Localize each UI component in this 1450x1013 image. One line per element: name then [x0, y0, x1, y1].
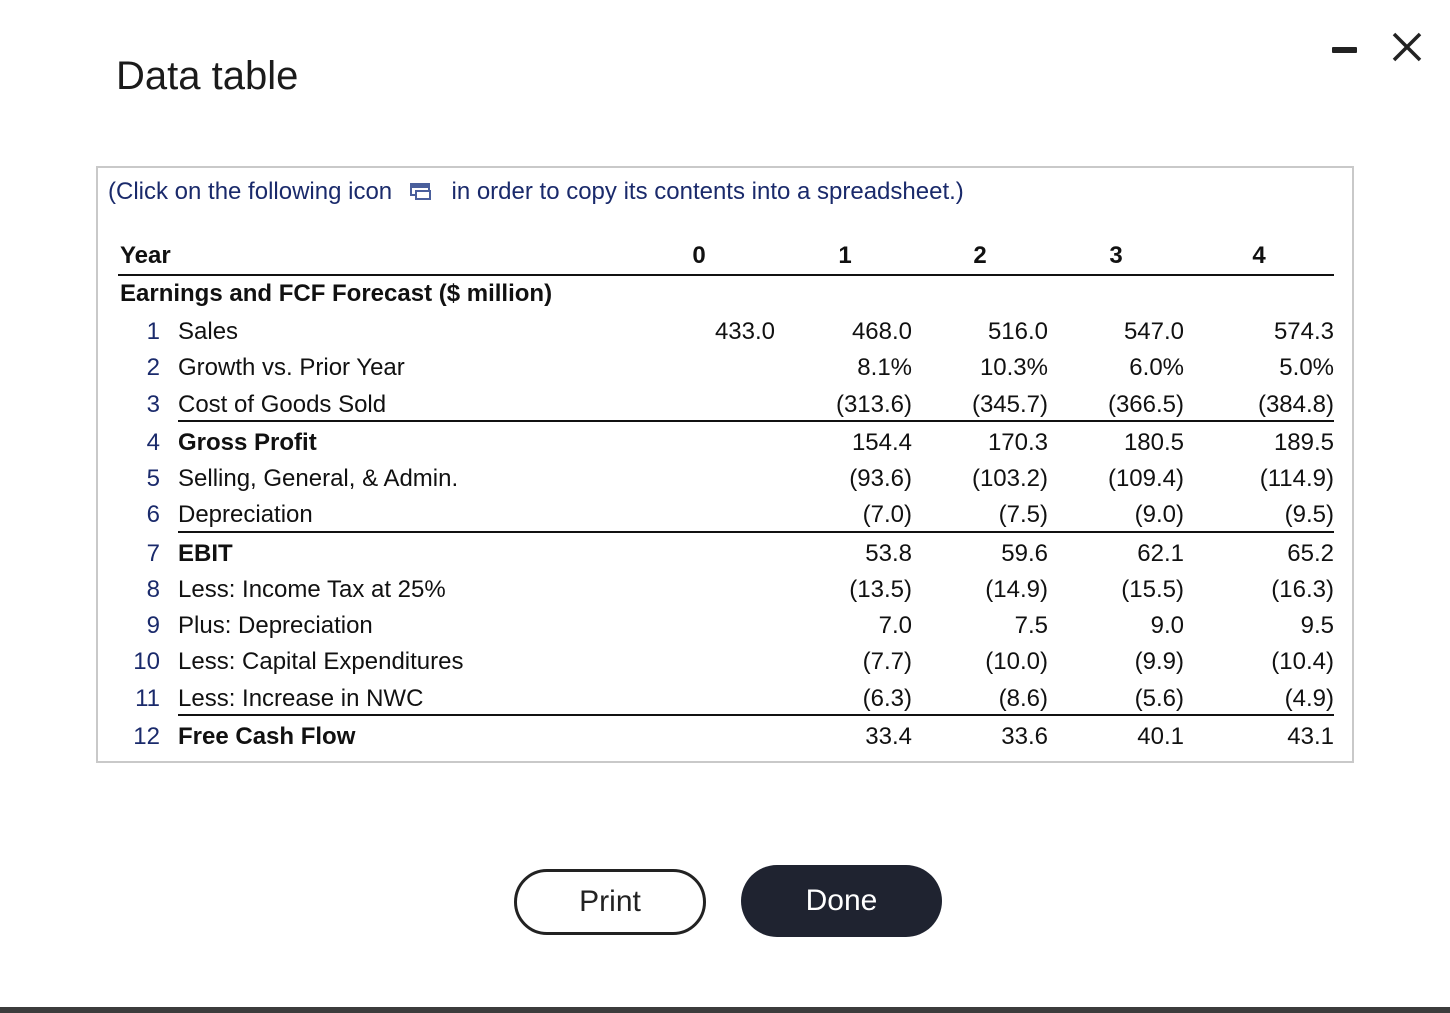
cell-year-1: (7.7)	[862, 648, 912, 675]
row-number: 12	[133, 723, 160, 750]
cell-year-4: (4.9)	[1284, 685, 1334, 712]
instruction-text-after: in order to copy its contents into a spreadsheet.)	[451, 178, 964, 205]
print-button[interactable]: Print	[514, 869, 706, 935]
close-icon	[1390, 30, 1424, 64]
cell-year-3: (109.4)	[1107, 465, 1184, 492]
subtotal-rule	[178, 531, 1334, 533]
table-row	[0, 570, 1450, 606]
table-row	[0, 348, 1450, 384]
table-row	[0, 679, 1450, 715]
row-number: 8	[146, 576, 160, 603]
cell-year-2: 33.6	[1001, 723, 1048, 750]
table-row	[0, 312, 1450, 348]
copy-instruction	[108, 178, 964, 206]
table-row	[0, 459, 1450, 495]
cell-year-4: (114.9)	[1259, 465, 1334, 492]
cell-year-4: 5.0%	[1279, 354, 1334, 381]
cell-year-2: 170.3	[987, 429, 1048, 456]
row-number: 6	[146, 501, 160, 528]
row-label: EBIT	[178, 540, 233, 567]
header-divider	[118, 274, 1334, 276]
table-row	[0, 534, 1450, 570]
cell-year-4: 65.2	[1287, 540, 1334, 567]
window-bottom-edge	[0, 1007, 1450, 1013]
row-label: Plus: Depreciation	[178, 612, 373, 639]
row-number: 2	[146, 354, 160, 381]
row-number: 4	[146, 429, 160, 456]
cell-year-2: (14.9)	[985, 576, 1048, 603]
row-number: 7	[146, 540, 160, 567]
table-row	[0, 642, 1450, 678]
cell-year-2: 516.0	[987, 318, 1048, 345]
cell-year-1: 468.0	[851, 318, 912, 345]
cell-year-2: (103.2)	[971, 465, 1048, 492]
cell-year-3: 547.0	[1123, 318, 1184, 345]
cell-year-2: (7.5)	[998, 501, 1048, 528]
cell-year-4: 43.1	[1287, 723, 1334, 750]
minimize-icon	[1332, 47, 1357, 53]
cell-year-1: 33.4	[865, 723, 912, 750]
cell-year-3: 6.0%	[1129, 354, 1184, 381]
table-row	[0, 385, 1450, 421]
row-number: 10	[133, 648, 160, 675]
row-number: 3	[146, 391, 160, 418]
cell-year-2: (8.6)	[998, 685, 1048, 712]
section-label: Earnings and FCF Forecast ($ million)	[120, 280, 553, 307]
cell-year-2: (345.7)	[971, 391, 1048, 418]
cell-year-3: 180.5	[1123, 429, 1184, 456]
cell-year-3: (9.0)	[1134, 501, 1184, 528]
cell-year-3: (366.5)	[1107, 391, 1184, 418]
cell-year-4: 9.5	[1300, 612, 1334, 639]
cell-year-3: (9.9)	[1134, 648, 1184, 675]
year-1-header: 1	[838, 242, 852, 269]
cell-year-2: 7.5	[1014, 612, 1048, 639]
cell-year-4: (9.5)	[1284, 501, 1334, 528]
subtotal-rule	[178, 420, 1334, 422]
year-2-header: 2	[973, 242, 987, 269]
cell-year-1: 7.0	[878, 612, 912, 639]
row-label: Gross Profit	[178, 429, 317, 456]
cell-year-4: (10.4)	[1271, 648, 1334, 675]
cell-year-4: 574.3	[1273, 318, 1334, 345]
cell-year-1: 154.4	[851, 429, 912, 456]
table-row	[0, 606, 1450, 642]
table-row	[0, 717, 1450, 753]
row-number: 5	[146, 465, 160, 492]
table-row	[0, 495, 1450, 531]
row-label: Sales	[178, 318, 239, 345]
cell-year-4: (16.3)	[1271, 576, 1334, 603]
year-0-header: 0	[692, 242, 706, 269]
row-label: Cost of Goods Sold	[178, 391, 387, 418]
table-row	[0, 423, 1450, 459]
cell-year-3: (5.6)	[1134, 685, 1184, 712]
cell-year-1: 8.1%	[857, 354, 912, 381]
cell-year-1: (93.6)	[849, 465, 912, 492]
cell-year-2: 10.3%	[979, 354, 1048, 381]
cell-year-1: (13.5)	[849, 576, 912, 603]
copy-spreadsheet-icon[interactable]	[409, 182, 433, 202]
cell-year-4: 189.5	[1273, 429, 1334, 456]
instruction-text-before: (Click on the following icon	[108, 178, 393, 205]
cell-year-1: (313.6)	[835, 391, 912, 418]
close-button[interactable]	[1390, 30, 1424, 64]
row-label: Less: Increase in NWC	[178, 685, 424, 712]
row-number: 1	[146, 318, 160, 345]
dialog-title: Data table	[116, 54, 299, 98]
minimize-button[interactable]	[1330, 38, 1360, 60]
row-label: Growth vs. Prior Year	[178, 354, 405, 381]
row-label: Depreciation	[178, 501, 313, 528]
row-label: Selling, General, & Admin.	[178, 465, 459, 492]
cell-year-4: (384.8)	[1257, 391, 1334, 418]
cell-year-1: 53.8	[865, 540, 912, 567]
cell-year-0: 433.0	[714, 318, 775, 345]
year-4-header: 4	[1252, 242, 1266, 269]
cell-year-1: (6.3)	[862, 685, 912, 712]
cell-year-3: 62.1	[1137, 540, 1184, 567]
done-button[interactable]: Done	[741, 865, 942, 937]
cell-year-2: 59.6	[1001, 540, 1048, 567]
cell-year-3: 40.1	[1137, 723, 1184, 750]
row-number: 11	[135, 685, 160, 712]
subtotal-rule	[178, 714, 1334, 716]
row-label: Less: Income Tax at 25%	[178, 576, 446, 603]
year-header: Year	[120, 242, 171, 269]
year-3-header: 3	[1109, 242, 1123, 269]
row-label: Free Cash Flow	[178, 723, 356, 750]
cell-year-1: (7.0)	[862, 501, 912, 528]
cell-year-2: (10.0)	[985, 648, 1048, 675]
row-label: Less: Capital Expenditures	[178, 648, 464, 675]
cell-year-3: 9.0	[1150, 612, 1184, 639]
row-number: 9	[146, 612, 160, 639]
cell-year-3: (15.5)	[1121, 576, 1184, 603]
